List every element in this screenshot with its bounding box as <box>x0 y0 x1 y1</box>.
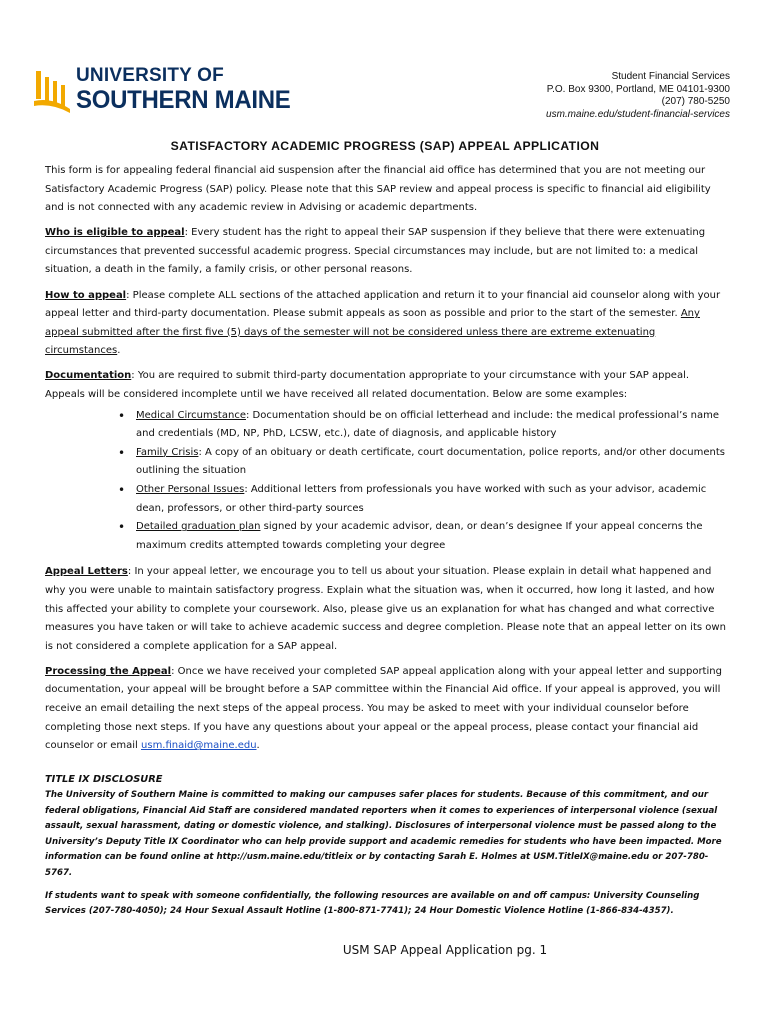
list-item-text: signed by your academic advisor, dean, or dean’s designee If your appeal concerns the maximum credits attempted towards completing your degree <box>136 521 703 551</box>
appeal-letters-text: : In your appeal letter, we encourage you to tell us about your situation. Please explain in detail what happened and why you were unable to maintain satisfactory progress. Explain what the situation was, when it occurred, how long it lasted, and how this affected your ability to complete your coursework. Also, please give us an explanation for what has changed and what corrective measures you have taken or will take to achieve academic success and degree completion. Please note that an appeal letter on its own is not considered a complete application for a SAP appeal. <box>45 566 726 652</box>
title-ix-paragraph-1: The University of Southern Maine is committed to making our campuses safer places for students. Because of this commitment, and our federal obligations, Financial Aid Staff are considered mandated reporters when it comes to experiences of interpersonal violence (sexual assault, sexual harassment, dating or domestic violence, and stalking). Disclosures of interpersonal violence must be passed along to the University’s Deputy Title IX Coordinator who can help provide support and academic remedies for students who have been impacted. More information can be found online at http://usm.maine.edu/titleix or by contacting Sarah E. Holmes at USM.TitleIX@maine.edu or 207-780-5767. <box>45 790 722 878</box>
logo-line-1: UNIVERSITY OF <box>76 65 224 86</box>
eligibility-paragraph <box>45 224 730 280</box>
documentation-label: Documentation <box>45 370 132 382</box>
list-item <box>136 481 730 518</box>
how-to-appeal-label: How to appeal <box>45 289 127 301</box>
eligibility-label: Who is eligible to appeal <box>45 227 185 239</box>
office-name: Student Financial Services <box>611 71 730 82</box>
document-body <box>45 162 730 762</box>
office-phone: (207) 780-5250 <box>661 96 730 107</box>
how-to-appeal-paragraph <box>45 287 730 361</box>
contact-block <box>546 71 730 121</box>
office-address: P.O. Box 9300, Portland, ME 04101-9300 <box>546 83 730 95</box>
page-footer: USM SAP Appeal Application pg. 1 <box>342 943 548 957</box>
list-item-label: Other Personal Issues <box>136 484 245 495</box>
documentation-list <box>45 407 730 556</box>
title-ix-paragraph-2: If students want to speak with someone confidentially, the following resources are available on and off campus: University Counseling Services (207-780-4050); 24 Hour Sexual Assault Hotline (1-800-871-7741); 24 Hour Domestic Violence Hotline (1-866-834-4357). <box>45 890 700 917</box>
logo-line-2: SOUTHERN MAINE <box>76 86 291 115</box>
usm-logo <box>32 65 291 118</box>
processing-end: . <box>256 740 260 752</box>
processing-text: : Once we have received your completed SAP appeal application along with your appeal letter and supporting documentation, your appeal will be brought before a SAP committee within the Financial Aid office. If your appeal is approved, you will receive an email detailing the next steps of the appeal process. You may be asked to meet with your individual counselor before completing those next steps. If you have any questions about your appeal or the appeal process, please contact your financial aid counselor or email <box>45 665 722 752</box>
list-item <box>136 518 730 555</box>
processing-label: Processing the Appeal <box>45 665 172 677</box>
list-item-label: Detailed graduation plan <box>136 521 261 533</box>
how-to-appeal-end: . <box>117 345 121 357</box>
how-to-appeal-text: : Please complete ALL sections of the attached application and return it to your financial aid counselor along with your appeal letter and third-party documentation. Please submit appeals as soon as possible and prior to the start of the semester. <box>45 289 721 320</box>
office-website[interactable]: usm.maine.edu/student-financial-services <box>546 108 730 120</box>
finaid-email-link[interactable]: usm.finaid@maine.edu <box>141 740 257 752</box>
appeal-letters-paragraph <box>45 563 730 656</box>
title-ix-heading: TITLE IX DISCLOSURE <box>45 774 163 785</box>
processing-paragraph <box>45 663 730 756</box>
title-ix-disclosure <box>45 772 730 927</box>
list-item-text: : Additional letters from professionals you have worked with such as your advisor, academic dean, professors, or other third-party sources <box>136 484 707 514</box>
eligibility-text: : Every student has the right to appeal their SAP suspension if they believe that there were extenuating circumstances that prevented successful academic progress. Special circumstances may include, but are not limited to: a medical situation, a death in the family, a family crisis, or other personal reasons. <box>45 227 706 276</box>
list-item <box>136 444 730 481</box>
list-item <box>136 407 730 444</box>
appeal-letters-label: Appeal Letters <box>45 566 128 578</box>
list-item-label: Family Crisis <box>136 446 199 458</box>
list-item-text: : A copy of an obituary or death certificate, court documentation, police reports, and/or other documents outlining the situation <box>136 446 725 477</box>
building-columns-icon <box>32 69 72 115</box>
page-title: SATISFACTORY ACADEMIC PROGRESS (SAP) APPEAL APPLICATION <box>170 139 600 153</box>
documentation-text: : You are required to submit third-party documentation appropriate to your circumstance with your SAP appeal. Appeals will be considered incomplete until we have received all related documentation. Below are some examples: <box>45 370 690 401</box>
list-item-label: Medical Circumstance <box>136 409 246 421</box>
list-item-text: : Documentation should be on official letterhead and include: the medical professional’s name and credentials (MD, NP, PhD, LCSW, etc.), date of diagnosis, and applicable history <box>136 409 720 440</box>
deadline-warning: Any appeal submitted after the first five (5) days of the semester will not be considered unless there are extreme extenuating circumstances <box>45 308 700 357</box>
documentation-paragraph <box>45 367 730 404</box>
intro-paragraph: This form is for appealing federal financial aid suspension after the financial aid office has determined that you are not meeting our Satisfactory Academic Progress (SAP) policy. Please note that this SAP review and appeal process is specific to financial aid eligibility and is not connected with any academic review in Advising or academic departments. <box>45 165 711 214</box>
